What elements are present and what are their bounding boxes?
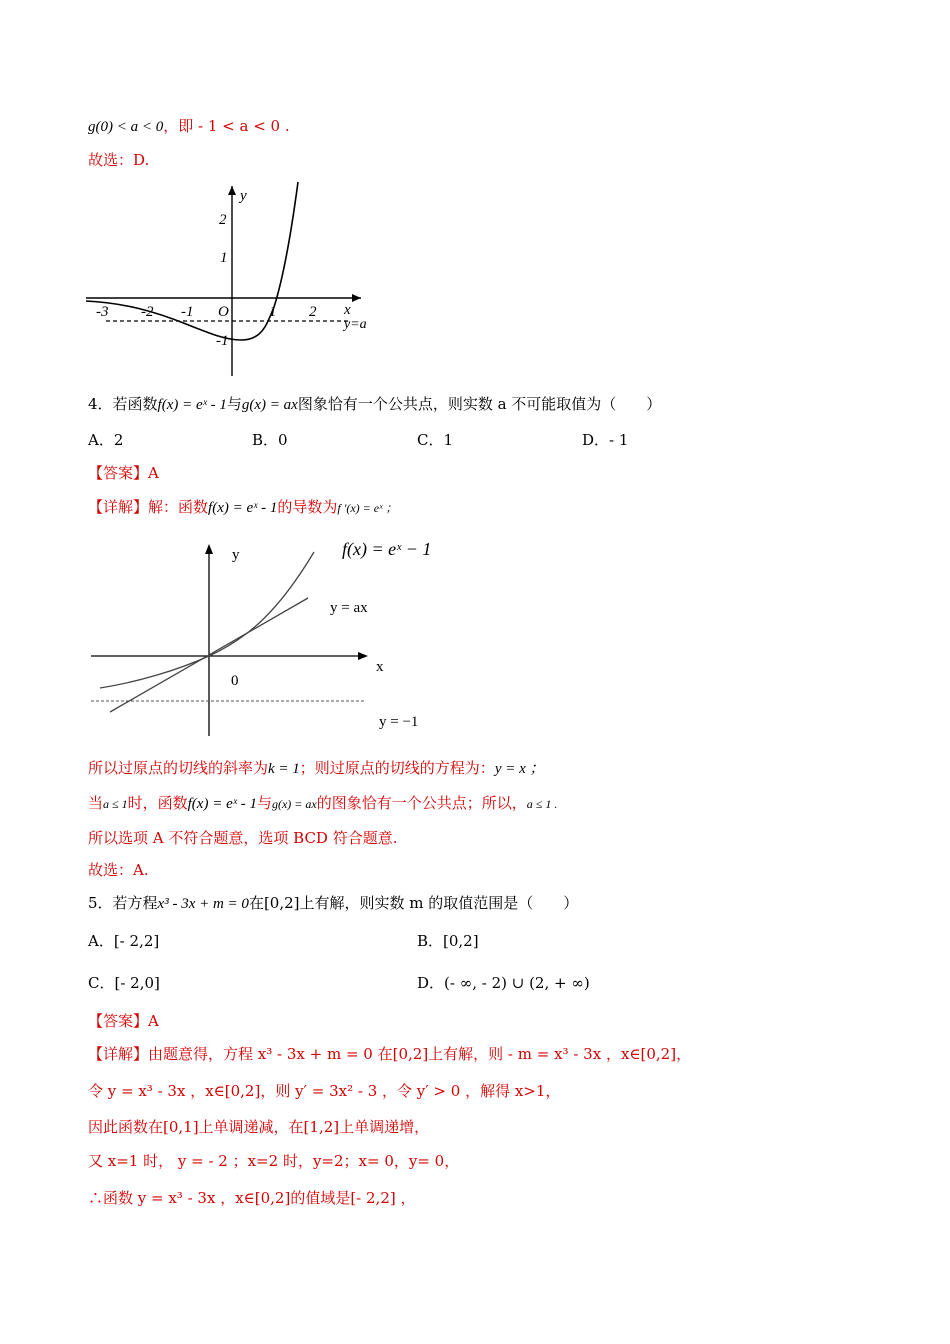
q5-option-a: A．[- 2,2] [88, 932, 160, 950]
q4-rest: 图象恰有一个公共点，则实数 a 不可能取值为（ ） [297, 395, 662, 413]
fig1-tick-x-neg1: -1 [181, 304, 194, 320]
q4-number: 4．若函数 [88, 395, 158, 413]
q4-sol-line1 [88, 758, 545, 779]
fig2-origin-label: 0 [231, 673, 239, 689]
fig1-x-label: x [344, 302, 351, 318]
figure-2-graph [88, 530, 450, 740]
q5-answer: 【答案】A [88, 1012, 159, 1030]
q4-detail-f: f(x) = eˣ - 1 [208, 500, 278, 516]
q4-option-a: A．2 [88, 431, 124, 449]
prev-inequality-line [88, 116, 290, 137]
prev-inequality-text: ，即 - 1 < a < 0 . [163, 117, 290, 135]
fig2-y-arrow [205, 544, 213, 554]
q4-detail-a: 解：函数 [148, 498, 209, 516]
fig2-asymptote-label: y = −1 [379, 714, 419, 730]
q5-equation: x³ - 3x + m = 0 [157, 896, 249, 912]
q4-sol-slope: k = 1 [268, 761, 300, 777]
q4-sol-line3: 所以选项 A 不符合题意，选项 BCD 符合题意. [88, 829, 398, 847]
fig1-tick-x-neg2: -2 [141, 304, 154, 320]
q5-option-d: D．(- ∞, - 2) ∪ (2, + ∞) [417, 974, 590, 992]
fig1-tick-x-1: 1 [269, 304, 277, 320]
fig1-tick-y-1: 1 [220, 250, 228, 266]
q4-sol-line2-b: 时，函数 [127, 794, 188, 812]
prev-choice: 故选：D. [88, 151, 150, 169]
q4-g-def: g(x) = ax [241, 397, 298, 413]
fig1-line-label: y=a [344, 317, 367, 332]
q5-option-c: C．[- 2,0] [88, 974, 160, 992]
fig2-f-label: f(x) = eˣ − 1 [342, 539, 432, 559]
q4-sol-tangent-eq: y = x ； [494, 761, 545, 777]
q5-sol-line4: 又 x=1 时， y = - 2 ；x=2 时，y=2；x= 0，y= 0， [88, 1152, 460, 1170]
q4-option-d: D．- 1 [582, 431, 629, 449]
fig1-tick-y-neg1: -1 [216, 333, 229, 349]
q5-sol-line1 [88, 1044, 691, 1064]
q4-option-c: C．1 [417, 431, 454, 449]
q4-sol-line2 [88, 793, 557, 814]
q4-sol-line1-b: ；则过原点的切线的方程为： [299, 759, 495, 777]
q5-rest: 在[0,2]上有解，则实数 m 的取值范围是（ ） [248, 894, 579, 912]
q5-sol-line3: 因此函数在[0,1]上单调递减，在[1,2]上单调递增， [88, 1118, 430, 1136]
fig1-tick-x-2: 2 [309, 304, 317, 320]
q4-sol-line2-f: f(x) = eˣ - 1 [187, 796, 257, 812]
q4-sol-line2-c: 与 [256, 794, 272, 812]
fig1-y-arrow [228, 186, 236, 195]
q4-detail [88, 497, 397, 518]
q4-detail-tag: 【详解】 [88, 498, 149, 516]
fig2-x-arrow [358, 652, 368, 660]
q5-stem [88, 893, 578, 914]
q4-detail-derivative: f ′(x) = eˣ ； [337, 501, 398, 515]
q4-sol-choice: 故选：A. [88, 861, 149, 879]
q4-sol-line2-g: g(x) = ax [271, 797, 317, 811]
fig2-x-label: x [376, 659, 384, 675]
q4-sol-line2-cond: a ≤ 1 [103, 797, 128, 811]
q5-sol-line2: 令 y = x³ - 3x ，x∈[0,2]，则 y′ = 3x² - 3 ，令 y′ > 0 ，解得 x>1， [88, 1082, 561, 1100]
fig1-origin: O [218, 304, 229, 320]
q4-sol-line1-a: 所以过原点的切线的斜率为 [88, 759, 269, 777]
q4-f-def: f(x) = eˣ - 1 [157, 397, 227, 413]
q4-stem [88, 394, 661, 415]
fig1-x-arrow [352, 294, 361, 302]
q5-option-b: B．[0,2] [417, 932, 479, 950]
fig1-tick-y-2: 2 [219, 212, 227, 228]
q4-option-b: B．0 [252, 431, 288, 449]
q4-mid: 与 [226, 395, 242, 413]
q5-sol-line1-text: 由题意得，方程 x³ - 3x + m = 0 在[0,2]上有解，则 - m = x³ - 3x ，x∈[0,2]， [148, 1045, 692, 1063]
fig2-exp-curve [100, 552, 314, 688]
fig1-tick-x-neg3: -3 [96, 304, 109, 320]
fig1-y-label: y [240, 188, 247, 204]
q5-number: 5．若方程 [88, 894, 158, 912]
q4-answer: 【答案】A [88, 464, 159, 482]
q4-sol-line2-d: 的图象恰有一个公共点；所以， [316, 794, 527, 812]
q5-sol-line5: ∴函数 y = x³ - 3x ，x∈[0,2]的值域是[- 2,2] ， [88, 1189, 416, 1207]
figure-1-graph [86, 182, 386, 378]
fig2-ax-label: y = ax [330, 600, 368, 616]
q5-sol-tag: 【详解】 [88, 1045, 149, 1063]
q4-detail-b: 的导数为 [277, 498, 338, 516]
q4-sol-line2-e: a ≤ 1 . [526, 797, 558, 811]
fig2-y-label: y [232, 547, 240, 563]
prev-inequality-math: g(0) < a < 0 [88, 119, 164, 135]
q4-sol-line2-a: 当 [88, 794, 104, 812]
